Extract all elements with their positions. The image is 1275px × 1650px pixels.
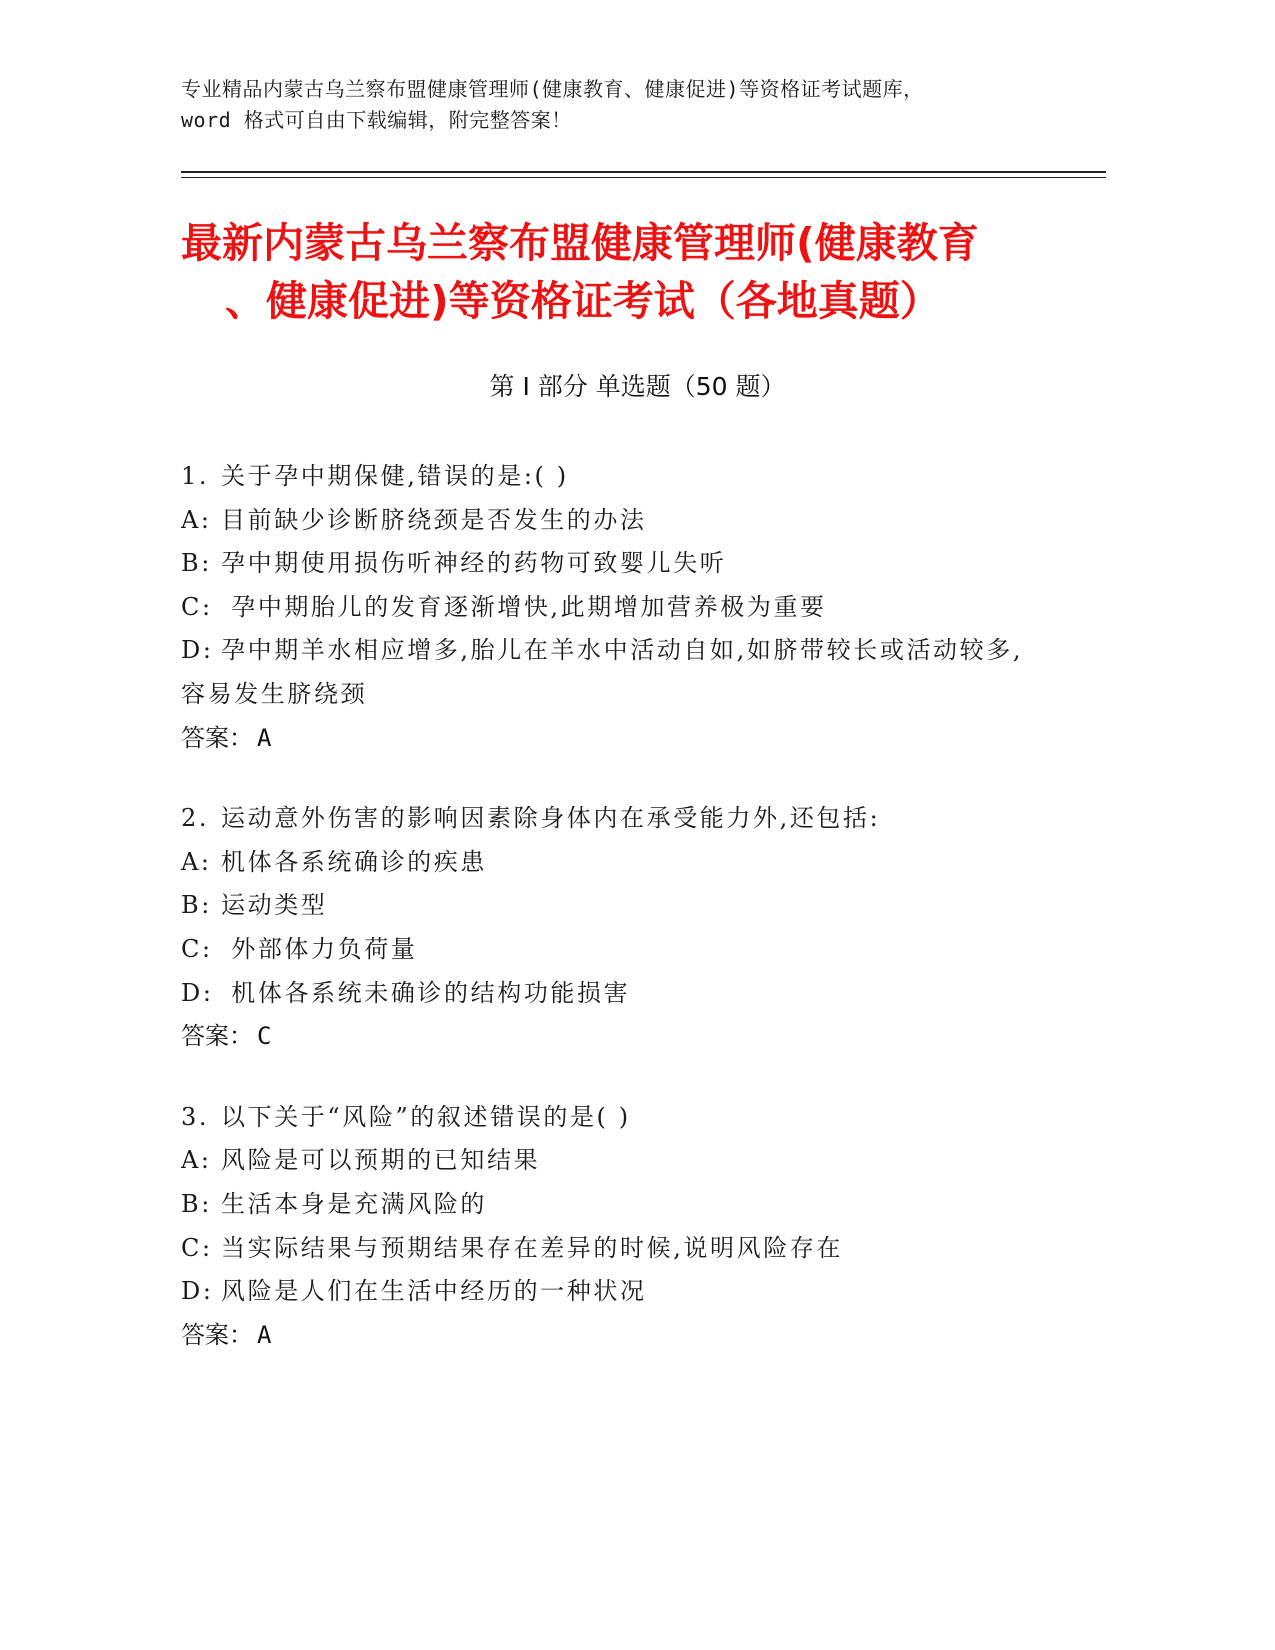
- section-title: 第 I 部分 单选题（50 题）: [489, 372, 786, 401]
- option-label: D:: [181, 978, 214, 1007]
- option-label: D:: [181, 1277, 214, 1306]
- answer-line: [181, 1015, 1041, 1059]
- document-title: [181, 214, 1081, 330]
- option-a: [181, 499, 1041, 543]
- option-b: [181, 542, 1041, 586]
- option-label: B:: [181, 549, 212, 578]
- option-text: 机体各系统未确诊的结构功能损害: [221, 978, 631, 1007]
- option-text: 孕中期胎儿的发育逐渐增快,此期增加营养极为重要: [221, 592, 827, 621]
- option-label: A:: [181, 505, 212, 534]
- option-text: 风险是人们在生活中经历的一种状况: [221, 1277, 647, 1306]
- option-b: [181, 884, 1041, 928]
- document-title-line-1: 最新内蒙古乌兰察布盟健康管理师(健康教育: [181, 219, 979, 267]
- question-list: [181, 455, 1041, 1394]
- question-stem: [181, 797, 1041, 841]
- option-text: 风险是可以预期的已知结果: [221, 1146, 541, 1175]
- question-number: 3.: [181, 1102, 210, 1131]
- option-text: 目前缺少诊断脐绕颈是否发生的办法: [221, 505, 647, 534]
- header-note-line-1: 专业精品内蒙古乌兰察布盟健康管理师(健康教育、健康促进)等资格证考试题库，: [181, 77, 924, 101]
- question-2: [181, 797, 1041, 1059]
- option-c: [181, 928, 1041, 972]
- question-1: [181, 455, 1041, 760]
- answer-label: 答案：: [181, 1320, 253, 1349]
- question-stem: [181, 1096, 1041, 1140]
- option-label: C:: [181, 592, 213, 621]
- option-b: [181, 1183, 1041, 1227]
- option-text: 运动类型: [221, 891, 328, 920]
- question-stem: [181, 455, 1041, 499]
- option-a: [181, 841, 1041, 885]
- answer-value: C: [257, 1022, 272, 1051]
- option-d: [181, 629, 1041, 716]
- option-label: C:: [181, 934, 213, 963]
- option-d: [181, 972, 1041, 1016]
- option-label: B:: [181, 891, 212, 920]
- answer-line: [181, 1314, 1041, 1358]
- option-label: C:: [181, 1233, 213, 1262]
- question-number: 1.: [181, 462, 210, 490]
- header-rule-thick: [181, 171, 1106, 173]
- option-text: 机体各系统确诊的疾患: [221, 847, 487, 876]
- option-text: 外部体力负荷量: [221, 934, 418, 963]
- question-3: [181, 1096, 1041, 1358]
- option-label: A:: [181, 847, 212, 876]
- answer-label: 答案：: [181, 723, 253, 752]
- option-a: [181, 1139, 1041, 1183]
- question-number: 2.: [181, 804, 210, 833]
- option-text: 孕中期使用损伤听神经的药物可致婴儿失听: [221, 549, 727, 578]
- option-label: A:: [181, 1146, 212, 1175]
- answer-value: A: [257, 723, 272, 752]
- option-d: [181, 1270, 1041, 1314]
- header-rule-thin: [181, 177, 1106, 178]
- option-c: [181, 586, 1041, 630]
- question-text: 关于孕中期保健,错误的是:( ): [221, 462, 569, 490]
- option-label: B:: [181, 1189, 212, 1218]
- option-c: [181, 1227, 1041, 1271]
- option-text: 当实际结果与预期结果存在差异的时候,说明风险存在: [221, 1233, 844, 1262]
- question-text: 以下关于“风险”的叙述错误的是( ): [221, 1102, 631, 1131]
- option-text: 孕中期羊水相应增多,胎儿在羊水中活动自如,如脐带较长或活动较多,容易发生脐绕颈: [181, 636, 1024, 708]
- answer-label: 答案：: [181, 1022, 253, 1051]
- document-title-line-2: 、健康促进)等资格证考试（各地真题）: [225, 277, 941, 325]
- answer-line: [181, 717, 1041, 761]
- answer-value: A: [257, 1320, 272, 1349]
- option-label: D:: [181, 636, 214, 665]
- option-text: 生活本身是充满风险的: [221, 1189, 487, 1218]
- header-note: [181, 74, 1111, 136]
- header-note-line-2: word 格式可自由下载编辑，附完整答案！: [181, 108, 572, 132]
- question-text: 运动意外伤害的影响因素除身体内在承受能力外,还包括:: [221, 804, 881, 833]
